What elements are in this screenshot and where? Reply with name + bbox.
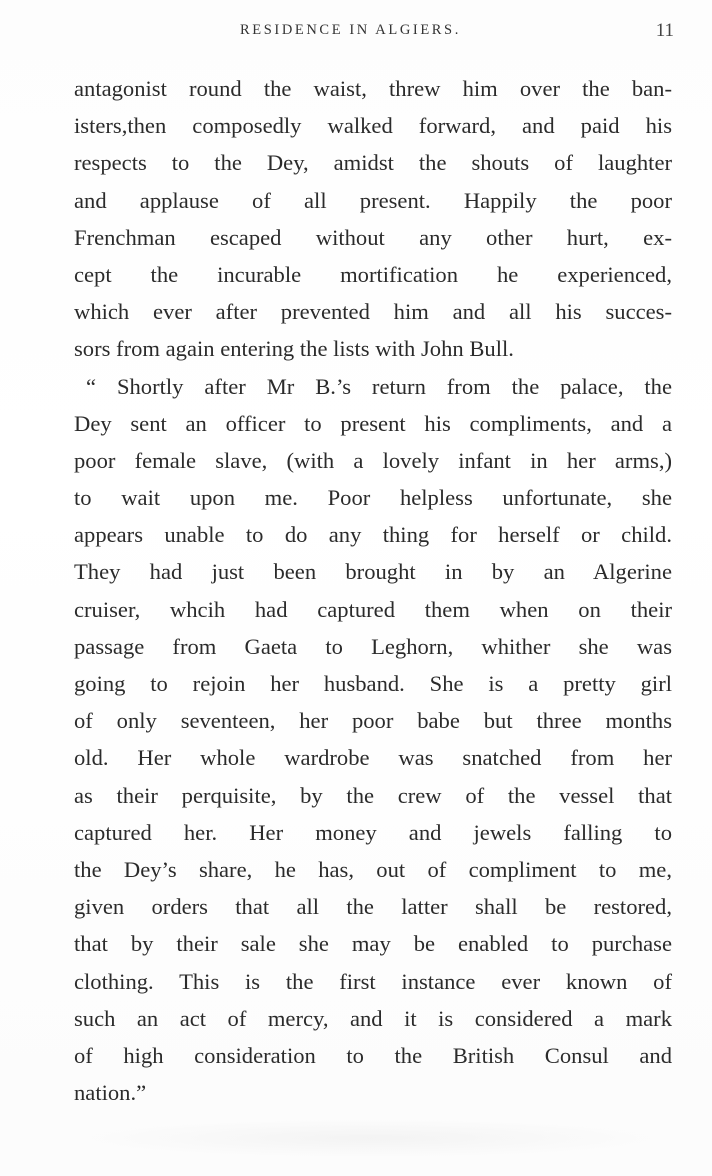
text-line: captured her. Her money and jewels falling to	[74, 819, 672, 845]
text-line: Dey sent an officer to present his compliments, and a	[74, 410, 672, 436]
text-line: appears unable to do any thing for herself or child.	[74, 522, 672, 548]
text-line: as their perquisite, by the crew of the vessel that	[74, 782, 672, 808]
text-line: antagonist round the waist, threw him over the ban-	[74, 76, 672, 101]
text-line: of only seventeen, her poor babe but three months	[74, 708, 672, 734]
text-line: which ever after prevented him and all his succes-	[74, 299, 672, 325]
text-line: and applause of all present. Happily the poor	[74, 187, 672, 213]
text-line: cept the incurable mortification he experienced,	[74, 261, 672, 287]
text-line: Frenchman escaped without any other hurt, ex-	[74, 224, 672, 250]
text-line: isters,then composedly walked forward, and paid his	[74, 113, 672, 139]
running-head-title: RESIDENCE IN ALGIERS.	[240, 22, 461, 38]
page-number: 11	[655, 20, 674, 41]
text-line: respects to the Dey, amidst the shouts of laughter	[74, 150, 672, 176]
text-line: old. Her whole wardrobe was snatched from her	[74, 745, 672, 771]
text-line: They had just been brought in by an Algerine	[74, 559, 672, 585]
text-line: going to rejoin her husband. She is a pretty girl	[74, 671, 672, 696]
text-line: sors from again entering the lists with John Bull.	[74, 336, 514, 362]
running-head	[70, 20, 680, 44]
text-line: clothing. This is the first instance ever known of	[74, 968, 672, 994]
text-line: such an act of mercy, and it is considered a mark	[74, 1005, 672, 1031]
body-text	[74, 70, 672, 1111]
text-line: “ Shortly after Mr B.’s return from the palace, the	[86, 373, 672, 399]
text-line: poor female slave, (with a lovely infant in her arms,)	[74, 447, 672, 473]
text-line: the Dey’s share, he has, out of compliment to me,	[74, 856, 672, 882]
text-line: that by their sale she may be enabled to purchase	[74, 931, 672, 957]
text-line: of high consideration to the British Consul and	[74, 1042, 672, 1068]
text-line: nation.”	[74, 1080, 147, 1106]
show-through-shadow	[70, 1118, 670, 1158]
text-line: given orders that all the latter shall be restored,	[74, 894, 672, 920]
text-line: passage from Gaeta to Leghorn, whither she was	[74, 633, 672, 659]
text-line: to wait upon me. Poor helpless unfortunate, she	[74, 485, 672, 511]
text-line: cruiser, whcih had captured them when on their	[74, 596, 672, 622]
